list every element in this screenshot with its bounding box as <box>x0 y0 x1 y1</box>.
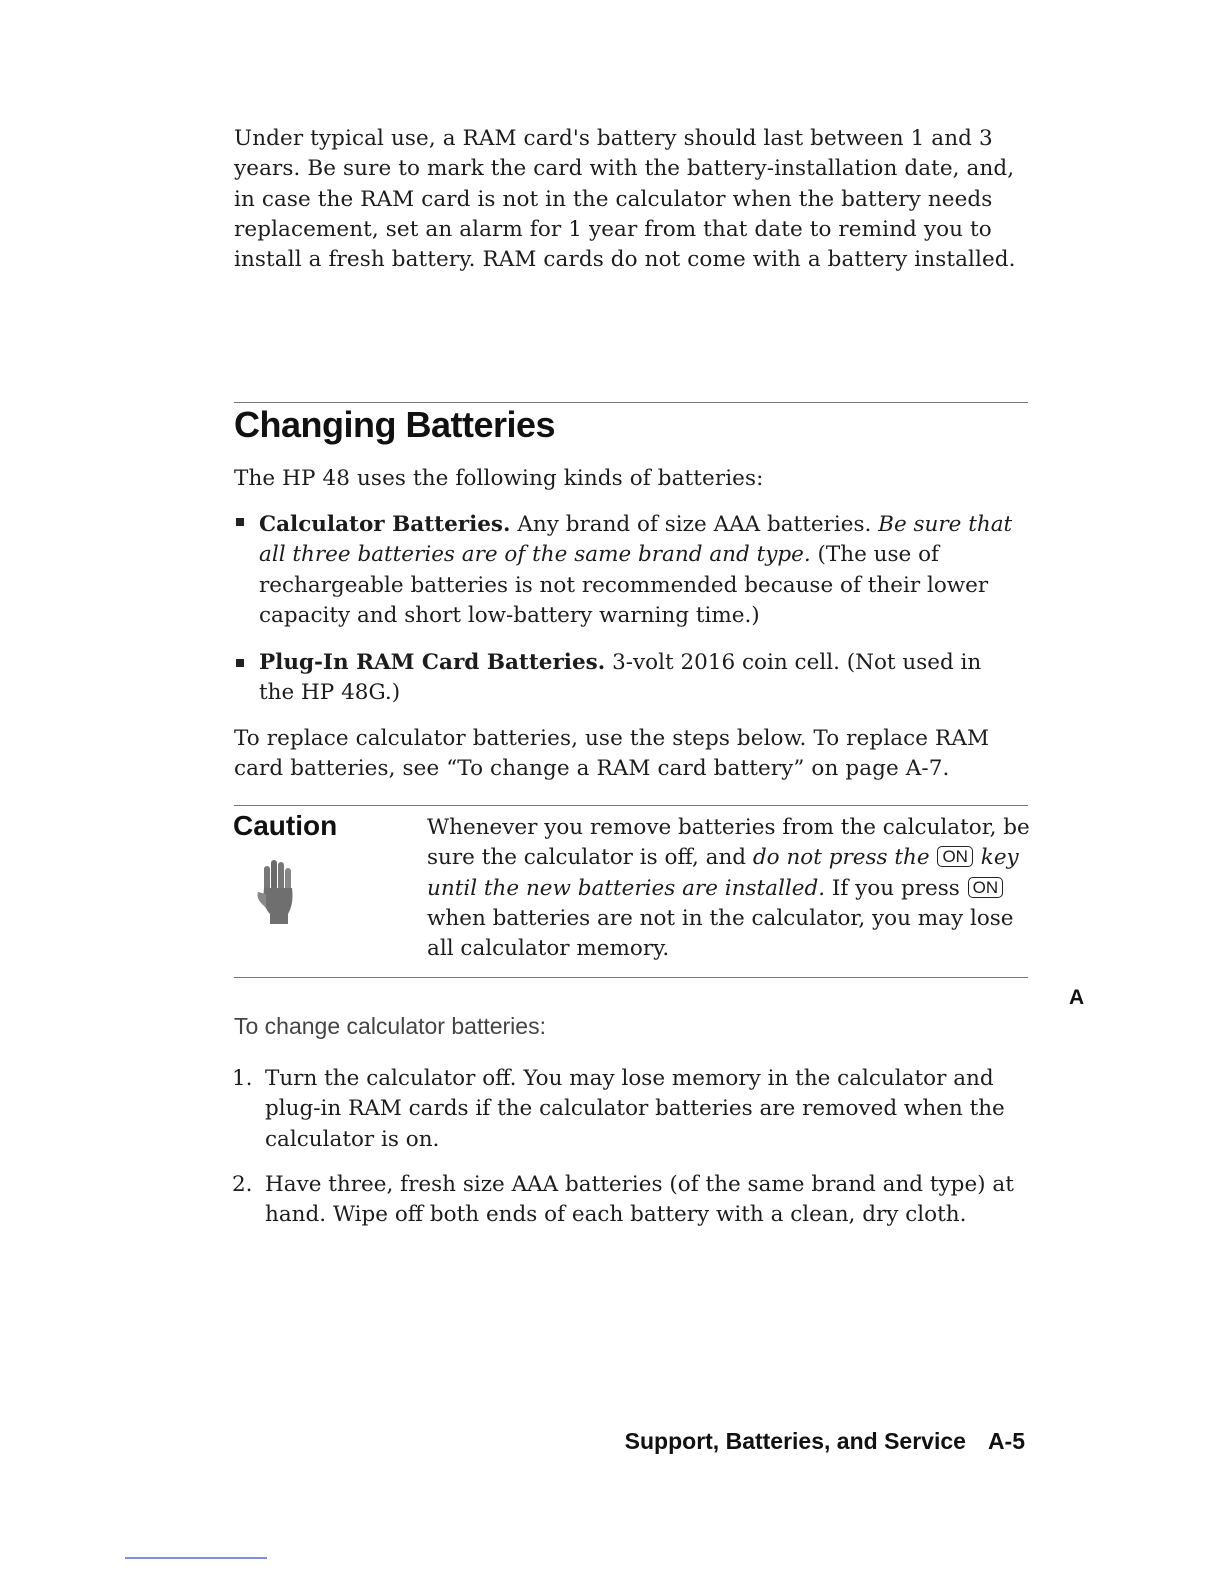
bullet-calculator-batteries <box>259 510 1019 631</box>
step-text: Turn the calculator off. You may lose memory in the calculator and plug-in RAM cards if the calculator batteries are removed when the calculator is on. <box>265 1066 1005 1152</box>
lead-text: The HP 48 uses the following kinds of batteries: <box>234 466 764 491</box>
footer-section-title: Support, Batteries, and Service <box>624 1428 966 1454</box>
bullet-term: Calculator Batteries. <box>259 512 511 537</box>
caution-bottom-rule <box>234 977 1028 978</box>
bullet-ram-card-batteries <box>259 648 1019 709</box>
bullet-term: Plug-In RAM Card Batteries. <box>259 650 606 675</box>
step-number: 2. <box>232 1172 253 1197</box>
on-key: ON <box>937 846 973 867</box>
caution-emphasis-2: key until the new batteries are installed. <box>427 845 1019 901</box>
bullet-text: Any brand of size AAA batteries. <box>517 512 872 537</box>
procedure-title: To change calculator batteries: <box>234 1013 546 1039</box>
caution-sentence-2: If you press <box>831 875 960 901</box>
step-text: Have three, fresh size AAA batteries (of the same brand and type) at hand. Wipe off both ends of each battery with a clean, dry cloth. <box>265 1172 1014 1228</box>
bullet-marker <box>236 659 244 667</box>
caution-sentence-3: when batteries are not in the calculator, you may lose all calculator memory. <box>427 905 1014 962</box>
bullet-tail: (The use of rechargeable batteries is not recommended because of their lower capacity and short low-battery warning time.) <box>259 542 989 628</box>
caution-emphasis-1: do not press the <box>752 845 930 871</box>
step-number: 1. <box>232 1066 253 1091</box>
section-rule <box>234 402 1028 403</box>
step-item <box>232 1170 1032 1231</box>
intro-paragraph: Under typical use, a RAM card's battery should last between 1 and 3 years. Be sure to mark the card with the battery-installation date, and, in case the RAM card is not in the calculator when the battery needs replacement, set an alarm for 1 year from that date to remind you to install a fresh battery. RAM cards do not come with a battery installed. <box>234 126 1016 273</box>
on-key: ON <box>968 877 1004 898</box>
caution-top-rule <box>234 805 1028 806</box>
caution-label: Caution <box>233 810 338 841</box>
step-item <box>232 1064 1032 1155</box>
replace-paragraph: To replace calculator batteries, use the steps below. To replace RAM card batteries, see “To change a RAM card battery” on page A-7. <box>234 726 990 782</box>
section-title: Changing Batteries <box>234 404 556 445</box>
scan-edge-line <box>125 1557 267 1559</box>
bullet-text: 3-volt 2016 coin cell. (Not used in the HP 48G.) <box>259 650 982 706</box>
bullet-emphasis: Be sure that all three batteries are of the same brand and type. <box>259 512 1013 568</box>
caution-sentence-1: Whenever you remove batteries from the calculator, be sure the calculator is off, and <box>427 815 1030 871</box>
stop-hand-icon <box>256 858 298 924</box>
caution-text <box>427 813 1037 964</box>
page-number: A-5 <box>987 1428 1025 1454</box>
bullet-marker <box>236 518 244 526</box>
page-footer <box>625 1428 1025 1455</box>
appendix-tab: A <box>1069 986 1085 1009</box>
